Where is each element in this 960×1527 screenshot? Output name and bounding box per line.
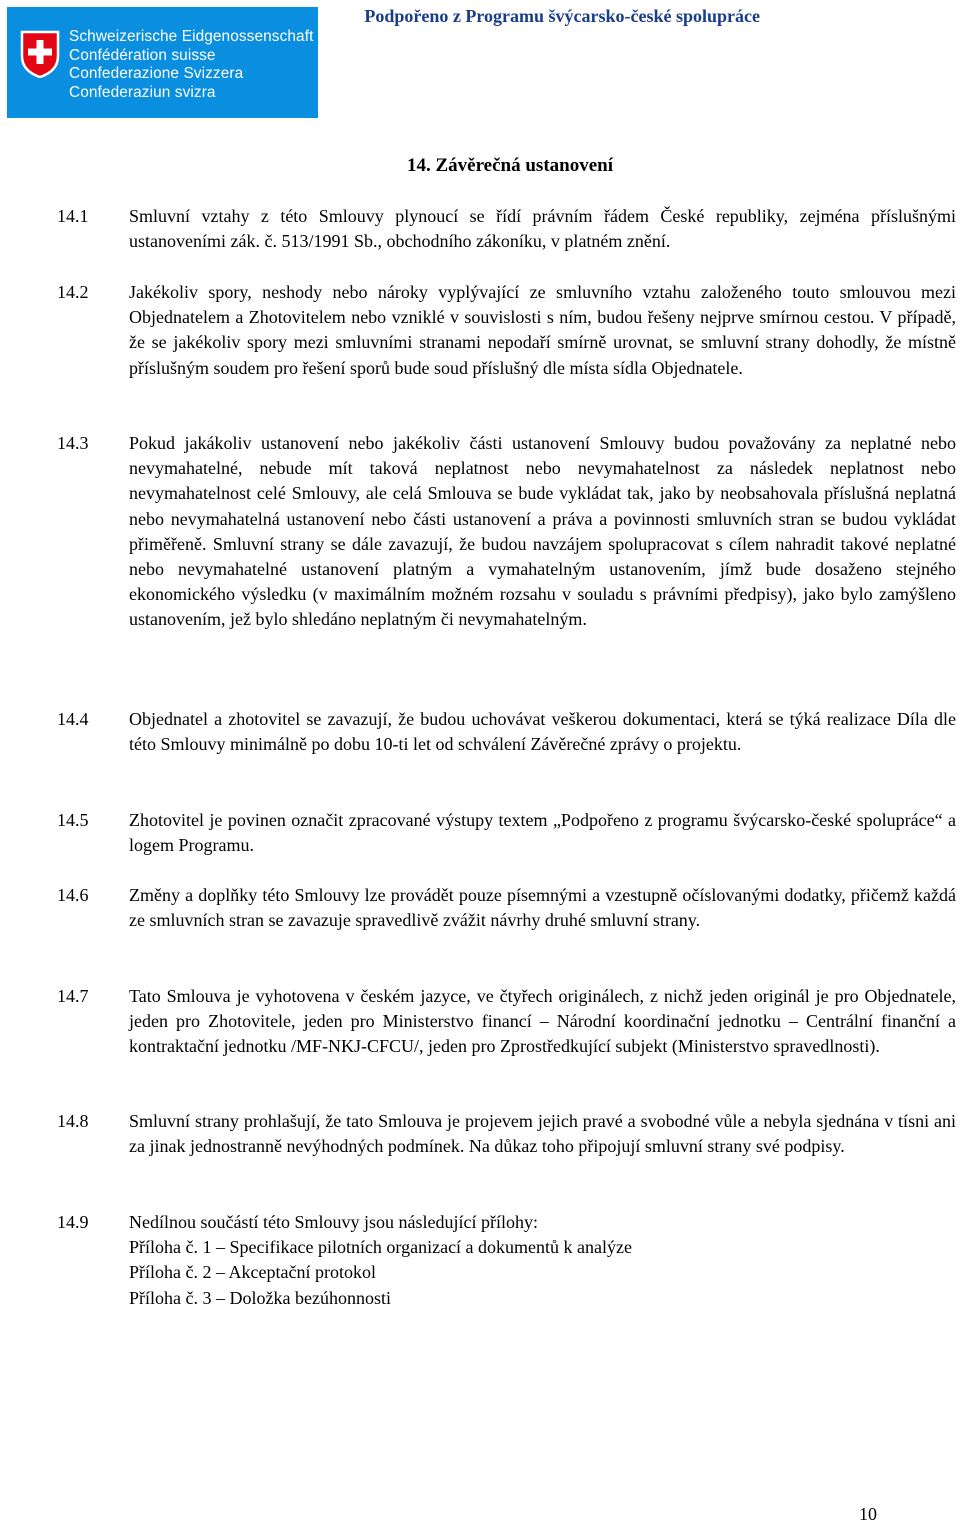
clause-text: Pokud jakákoliv ustanovení nebo jakékoliv části ustanovení Smlouvy budou považovány za neplatné nebo nevymahatelné, nebude mít taková neplatnost nebo nevymahatelnost za následek neplatnost nebo nevymahatelnost celé Smlouvy, ale celá Smlouva se bude vykládat tak, jako by neobsahovala příslušná neplatná nebo nevymahatelná ustanovení nebo části ustanovení a práva a povinnosti smluvních stran se budou vykládat přiměřeně. Smluvní strany se dále zavazují, že budou navzájem spolupracovat s cílem nahradit takové neplatné nebo nevymahatelné ustanovení platným a vymahatelným ustanovením, jímž bude dosaženo stejného ekonomického výsledku (v maximálním možném rozsahu v souladu s právními předpisy), jako bylo zamýšleno ustanovením, jež bylo shledáno neplatným či nevymahatelným. bbox=[129, 433, 956, 630]
clause-number: 14.6 bbox=[57, 885, 89, 905]
attachment-item: Příloha č. 1 – Specifikace pilotních organizací a dokumentů k analýze bbox=[129, 1237, 632, 1258]
clause-text: Zhotovitel je povinen označit zpracované výstupy textem „Podpořeno z programu švýcarsko-české spolupráce“ a logem Programu. bbox=[129, 810, 956, 856]
clause-number: 14.9 bbox=[57, 1212, 89, 1232]
logo-name-rm: Confederaziun svizra bbox=[69, 83, 216, 101]
clause-14-5 bbox=[57, 808, 956, 858]
attachment-item: Příloha č. 3 – Doložka bezúhonnosti bbox=[129, 1287, 391, 1308]
clause-14-7 bbox=[57, 984, 956, 1060]
attachment-item: Příloha č. 2 – Akceptační protokol bbox=[129, 1262, 376, 1283]
clause-number: 14.3 bbox=[57, 433, 89, 453]
clause-text bbox=[129, 1210, 956, 1311]
logo-name-de: Schweizerische Eidgenossenschaft bbox=[69, 28, 314, 45]
swiss-cross-icon bbox=[20, 30, 60, 78]
clause-number: 14.1 bbox=[57, 206, 89, 226]
clause-number: 14.4 bbox=[57, 709, 89, 729]
clause-text: Tato Smlouva je vyhotovena v českém jazyce, ve čtyřech originálech, z nichž jeden originál je pro Objednatele, jeden pro Zhotovitele, jeden pro Ministerstvo financí – Národní koordinační jednotku – Centrální finanční a kontraktační jednotku /MF-NKJ-CFCU/, jeden pro Zprostředkující subjekt (Ministerstvo spravedlnosti). bbox=[129, 986, 956, 1057]
clause-text: Smluvní strany prohlašují, že tato Smlouva je projevem jejich pravé a svobodné vůle a nebyla sjednána v tísni ani za jinak jednostranně nevýhodných podmínek. Na důkaz toho připojují smluvní strany své podpisy. bbox=[129, 1111, 956, 1157]
section-title: 14. Závěrečná ustanovení bbox=[406, 155, 613, 176]
clause-14-3 bbox=[57, 431, 956, 633]
clause-14-6 bbox=[57, 883, 956, 933]
clause-number: 14.7 bbox=[57, 986, 89, 1006]
clause-14-1 bbox=[57, 204, 956, 254]
clause-number: 14.5 bbox=[57, 810, 89, 830]
logo-names bbox=[69, 28, 313, 102]
clause-14-4 bbox=[57, 707, 956, 757]
clause-number: 14.8 bbox=[57, 1111, 89, 1131]
clause-text: Smluvní vztahy z této Smlouvy plynoucí se řídí právním řádem České republiky, zejména příslušnými ustanoveními zák. č. 513/1991 Sb., obchodního zákoníku, v platném znění. bbox=[129, 206, 956, 252]
clause-14-8 bbox=[57, 1109, 956, 1159]
header-note: Podpořeno z Programu švýcarsko-české spolupráce bbox=[364, 6, 760, 26]
logo-name-it: Confederazione Svizzera bbox=[69, 65, 244, 82]
clause-14-9 bbox=[57, 1210, 956, 1311]
page-number: 10 bbox=[859, 1504, 877, 1524]
clause-text: Jakékoliv spory, neshody nebo nároky vyplývající ze smluvního vztahu založeného touto smlouvou mezi Objednatelem a Zhotovitelem nebo vzniklé v souvislosti s ním, budou řešeny nejprve smírnou cestou. V případě, že se jakékoliv spory mezi smluvními stranami nepodaří smírně urovnat, se smluvní strany dohodly, že místně příslušným soudem pro řešení sporů bude soud příslušný dle místa sídla Objednatele. bbox=[129, 282, 956, 378]
logo-name-fr: Confédération suisse bbox=[69, 46, 216, 64]
swiss-confederation-logo bbox=[7, 7, 318, 118]
clause-text: Objednatel a zhotovitel se zavazují, že budou uchovávat veškerou dokumentaci, která se týká realizace Díla dle této Smlouvy minimálně po dobu 10-ti let od schválení Závěrečné zprávy o projektu. bbox=[129, 709, 956, 755]
clause-number: 14.2 bbox=[57, 282, 89, 302]
clause-intro: Nedílnou součástí této Smlouvy jsou následující přílohy: bbox=[129, 1212, 538, 1232]
clause-14-2 bbox=[57, 280, 956, 381]
clause-text: Změny a doplňky této Smlouvy lze provádět pouze písemnými a vzestupně očíslovanými dodatky, přičemž každá ze smluvních stran se zavazuje spravedlivě zvážit návrhy druhé smluvní strany. bbox=[129, 885, 956, 931]
